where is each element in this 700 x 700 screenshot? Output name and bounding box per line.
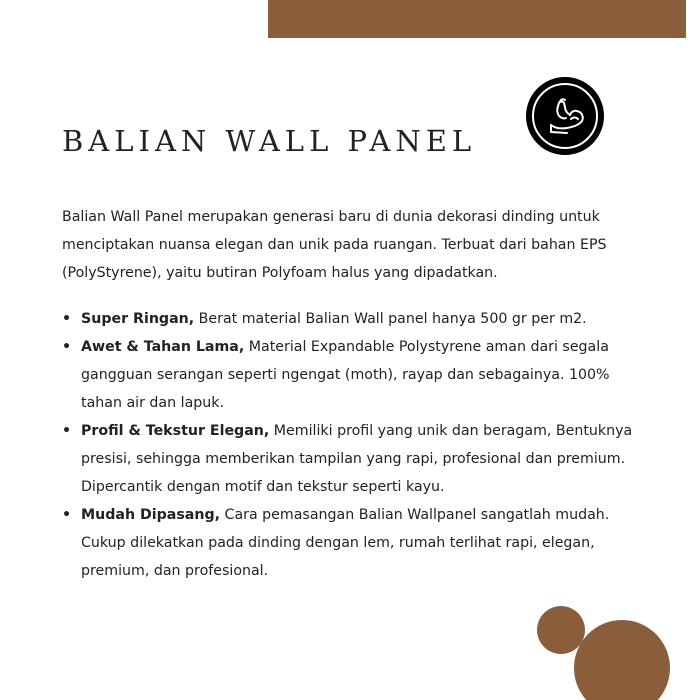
feature-text: Memiliki profil yang unik dan beragam, Bentuknya presisi, sehingga memberikan tampilan yang rapi, profesional dan premium. Dipercantik dengan motif dan tekstur seperti kayu. (81, 423, 633, 495)
top-accent-bar (268, 0, 686, 38)
feature-title: Awet & Tahan Lama, (81, 339, 245, 355)
list-item (62, 333, 642, 417)
feature-text: Cara pemasangan Balian Wallpanel sangatlah mudah. Cukup dilekatkan pada dinding dengan lem, rumah terlihat rapi, elegan, premium, dan profesional. (81, 507, 610, 579)
bullet-icon: • (62, 339, 72, 355)
decorative-circle-large (574, 620, 670, 700)
feature-list (62, 305, 642, 585)
list-item (62, 501, 642, 585)
bullet-icon: • (62, 311, 72, 327)
feature-title: Super Ringan, (81, 311, 195, 327)
strength-logo (526, 77, 604, 155)
feature-text: Material Expandable Polystyrene aman dari segala gangguan serangan seperti ngengat (moth), rayap dan sebagainya. 100% tahan air dan lapuk. (81, 339, 610, 411)
bullet-icon: • (62, 423, 72, 439)
bullet-icon: • (62, 507, 72, 523)
feature-title: Mudah Dipasang, (81, 507, 221, 523)
feature-title: Profil & Tekstur Elegan, (81, 423, 270, 439)
intro-paragraph: Balian Wall Panel merupakan generasi baru di dunia dekorasi dinding untuk menciptakan nuansa elegan dan unik pada ruangan. Terbuat dari bahan EPS (PolyStyrene), yaitu butiran Polyfoam halus yang dipadatkan. (62, 209, 607, 281)
list-item (62, 417, 642, 501)
feature-text: Berat material Balian Wall panel hanya 500 gr per m2. (194, 311, 587, 327)
list-item (62, 305, 642, 333)
flexed-arm-icon (545, 95, 589, 139)
page-title: BALIAN WALL PANEL (62, 124, 477, 158)
